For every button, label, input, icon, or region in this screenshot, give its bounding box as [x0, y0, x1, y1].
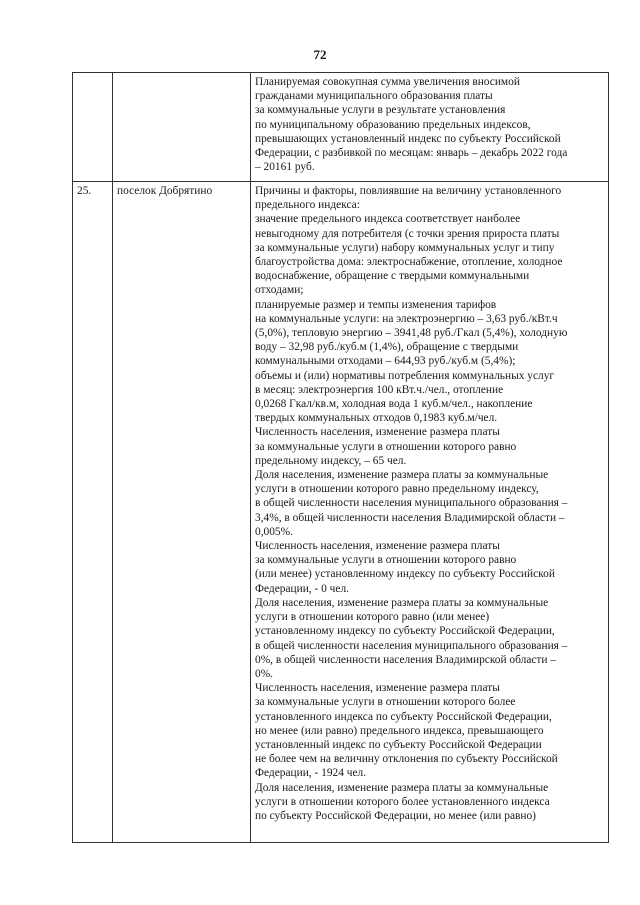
- text-line: планируемые размер и темпы изменения тарифов: [255, 298, 497, 311]
- row-number-cell: 25.: [73, 182, 113, 843]
- text-line: воду – 32,98 руб./куб.м (1,4%), обращение с твердыми: [255, 341, 519, 354]
- text-line: не более чем на величину отклонения по субъекту Российской: [255, 753, 558, 766]
- text-line: Численность населения, изменение размера платы: [255, 682, 500, 695]
- text-line: услуги в отношении которого равно предельному индексу,: [255, 483, 539, 496]
- description-cell: [251, 182, 609, 843]
- indices-table: [72, 72, 609, 843]
- text-line: 3,4%, в общей численности населения Владимирской области –: [255, 511, 565, 524]
- text-line: Доля населения, изменение размера платы за коммунальные: [255, 596, 549, 609]
- text-line: благоустройства дома: электроснабжение, отопление, холодное: [255, 256, 563, 269]
- text-line: водоснабжение, обращение с твердыми коммунальными: [255, 270, 530, 283]
- text-line: установленный индекс по субъекту Российской Федерации: [255, 738, 542, 751]
- text-line: 0,005%.: [255, 525, 293, 538]
- text-line: невыгодному для потребителя (с точки зрения прироста платы: [255, 227, 560, 240]
- text-line: значение предельного индекса соответствует наиболее: [255, 213, 521, 226]
- table-row: [73, 182, 609, 843]
- text-line: предельному индексу, – 65 чел.: [255, 454, 407, 467]
- text-line: Федерации, с разбивкой по месяцам: январь – декабрь 2022 года: [255, 147, 568, 160]
- text-line: объемы и (или) нормативы потребления коммунальных услуг: [255, 369, 555, 382]
- text-line: гражданами муниципального образования платы: [255, 90, 493, 103]
- text-line: 0%.: [255, 667, 274, 680]
- text-line: (5,0%), тепловую энергию – 3941,48 руб./Гкал (5,4%), холодную: [255, 327, 568, 340]
- text-line: по муниципальному образованию предельных индексов,: [255, 118, 531, 131]
- text-line: твердых коммунальных отходов 0,1983 куб.м/чел.: [255, 412, 498, 425]
- row-number-cell: [73, 73, 113, 182]
- text-line: 0%, в общей численности населения Владимирской области –: [255, 653, 557, 666]
- text-line: коммунальными отходами – 644,93 руб./куб.м (5,4%);: [255, 355, 516, 368]
- text-line: – 20161 руб.: [255, 161, 315, 174]
- text-line: но менее (или равно) предельного индекса, превышающего: [255, 724, 544, 737]
- text-line: превышающих установленный индекс по субъекту Российской: [255, 132, 561, 145]
- text-line: Федерации, - 0 чел.: [255, 582, 349, 595]
- text-line: по субъекту Российской Федерации, но менее (или равно): [255, 809, 536, 822]
- text-line: Численность населения, изменение размера платы: [255, 426, 500, 439]
- municipality-cell: [113, 73, 251, 182]
- table-row: [73, 73, 609, 182]
- text-line: за коммунальные услуги в результате установления: [255, 104, 506, 117]
- text-line: за коммунальные услуги) набору коммунальных услуг и типу: [255, 241, 555, 254]
- text-line: отходами;: [255, 284, 304, 297]
- page-number: 72: [313, 47, 327, 62]
- text-line: услуги в отношении которого равно (или менее): [255, 611, 490, 624]
- text-line: Федерации, - 1924 чел.: [255, 767, 367, 780]
- text-line: Численность населения, изменение размера платы: [255, 540, 500, 553]
- text-line: на коммунальные услуги: на электроэнергию – 3,63 руб./кВт.ч: [255, 312, 558, 325]
- text-line: за коммунальные услуги в отношении которого равно: [255, 440, 517, 453]
- text-line: 0,0268 Гкал/кв.м, холодная вода 1 куб.м/чел., накопление: [255, 398, 533, 411]
- text-line: Доля населения, изменение размера платы за коммунальные: [255, 781, 549, 794]
- municipality-cell: поселок Добрятино: [113, 182, 251, 843]
- text-line: за коммунальные услуги в отношении которого равно: [255, 554, 517, 567]
- text-line: Причины и факторы, повлиявшие на величину установленного: [255, 185, 562, 197]
- text-line: Планируемая совокупная сумма увеличения вносимой: [255, 76, 520, 88]
- text-line: в общей численности населения муниципального образования –: [255, 497, 568, 510]
- text-line: Доля населения, изменение размера платы за коммунальные: [255, 469, 549, 482]
- text-line: установленному индексу по субъекту Российской Федерации,: [255, 625, 555, 638]
- text-line: предельного индекса:: [255, 199, 360, 212]
- text-line: за коммунальные услуги в отношении которого более: [255, 696, 516, 709]
- text-line: в месяц: электроэнергия 100 кВт.ч./чел., отопление: [255, 383, 504, 396]
- text-line: услуги в отношении которого более установленного индекса: [255, 795, 550, 808]
- text-line: в общей численности населения муниципального образования –: [255, 639, 568, 652]
- text-line: (или менее) установленному индексу по субъекту Российской: [255, 568, 555, 581]
- description-cell: [251, 73, 609, 182]
- text-line: установленного индекса по субъекту Российской Федерации,: [255, 710, 552, 723]
